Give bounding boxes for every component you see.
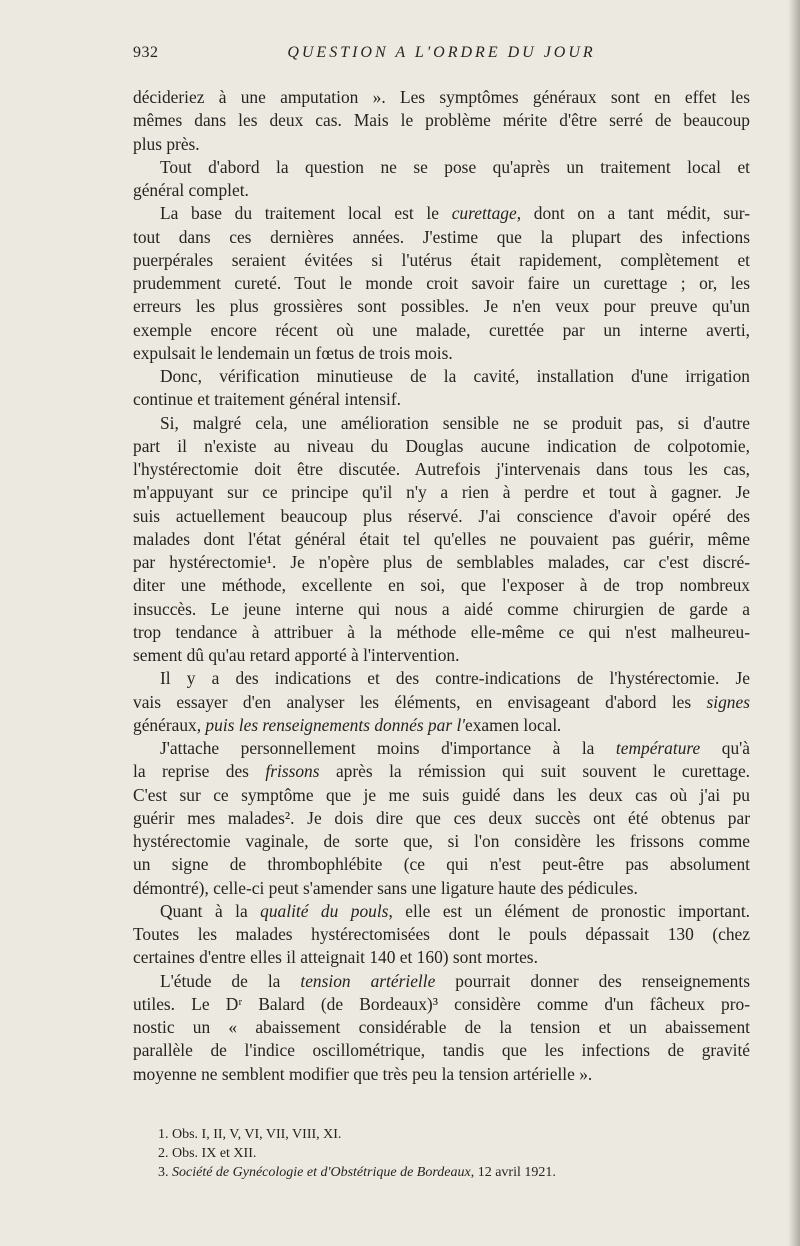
- text-line: continue et traitement général intensif.: [133, 389, 402, 410]
- text-line: la reprise des frissons après la rémission qui suit souvent le curettage.: [133, 761, 751, 782]
- text-line: moyenne ne semblent modifier que très peu la tension artérielle ».: [133, 1063, 593, 1084]
- text-line: Si, malgré cela, une amélioration sensible ne se produit pas, si d'autre: [160, 412, 750, 433]
- text-line: plus près.: [133, 133, 200, 154]
- text-line: trop tendance à attribuer à la méthode elle-même ce qui n'est malheureu-: [133, 621, 750, 642]
- text-line: La base du traitement local est le curettage, dont on a tant médit, sur-: [160, 203, 751, 224]
- text-line: un signe de thrombophlébite (ce qui n'est peut-être pas absolument: [133, 854, 750, 875]
- text-line: démontré), celle-ci peut s'amender sans une ligature haute des pédicules.: [133, 877, 638, 898]
- italic-term: .: [557, 714, 562, 735]
- text-line: insuccès. Le jeune interne qui nous a aidé comme chirurgien de garde a: [133, 598, 750, 619]
- text-line: généraux, puis les renseignements donnés par l'examen local.: [133, 714, 562, 735]
- text-line: l'hystérectomie doit être discutée. Autrefois j'intervenais dans tous les cas,: [133, 459, 750, 479]
- text-line: guérir mes malades². Je dois dire que ces deux succès ont été obtenus par: [133, 807, 750, 828]
- italic-term: Société de Gynécologie et d'Obstétrique de Bordeaux: [172, 1165, 471, 1180]
- text-line: sement dû qu'au retard apporté à l'intervention.: [133, 645, 460, 665]
- text-line: exemple encore récent où une malade, curettée par un interne averti,: [133, 319, 750, 340]
- page-header: [133, 44, 750, 68]
- text-line: Toutes les malades hystérectomisées dont le pouls dépassait 130 (chez: [133, 924, 750, 944]
- text-line: mêmes dans les deux cas. Mais le problème mérite d'être serré de beaucoup: [133, 110, 750, 131]
- text-line: suis actuellement beaucoup plus réservé. J'ai conscience d'avoir opéré des: [133, 505, 750, 526]
- text-line: tout dans ces dernières années. J'estime que la plupart des infections: [133, 226, 750, 247]
- text-line: hystérectomie vaginale, de sorte que, si l'on considère les frissons comme: [133, 831, 750, 851]
- text-line: malades dont l'état général était tel qu'elles ne pouvaient pas guérir, même: [133, 528, 750, 549]
- text-line: Il y a des indications et des contre-indications de l'hystérectomie. Je: [160, 668, 750, 689]
- text-line: part il n'existe au niveau du Douglas aucune indication de colpotomie,: [133, 435, 750, 456]
- footnote-3: 3. Société de Gynécologie et d'Obstétrique de Bordeaux, 12 avril 1921.: [158, 1165, 556, 1180]
- text-line: parallèle de l'indice oscillométrique, tandis que les infections de gravité: [133, 1040, 750, 1061]
- text-line: C'est sur ce symptôme que je me suis guidé dans les deux cas où j'ai pu: [133, 784, 750, 805]
- text-line: erreurs les plus grossières sont possibles. Je n'en veux pour preuve qu'un: [133, 296, 750, 317]
- text-line: puerpérales seraient évitées si l'utérus était rapidement, complètement et: [133, 249, 750, 270]
- text-line: prudemment cureté. Tout le monde croit savoir faire un curettage ; or, les: [133, 273, 750, 293]
- text-line: utiles. Le Dʳ Balard (de Bordeaux)³ considère comme d'un fâcheux pro-: [133, 993, 750, 1014]
- text-line: m'appuyant sur ce principe qu'il n'y a rien à perdre et tout à gagner. Je: [133, 482, 750, 503]
- text-line: certaines d'entre elles il atteignait 140 et 160) sont mortes.: [133, 947, 538, 968]
- italic-term: tension artérielle: [300, 970, 436, 991]
- running-title: QUESTION A L'ORDRE DU JOUR: [287, 44, 596, 61]
- text-line: par hystérectomie¹. Je n'opère plus de semblables malades, car c'est discré-: [133, 552, 750, 572]
- text-line: diter une méthode, excellente en soi, que l'exposer à de trop nombreux: [133, 575, 750, 596]
- text-line: Tout d'abord la question ne se pose qu'après un traitement local et: [160, 156, 750, 177]
- text-line: Quant à la qualité du pouls, elle est un élément de pronostic important.: [160, 900, 750, 921]
- text-line: décideriez à une amputation ». Les symptômes généraux sont en effet les: [133, 87, 750, 107]
- italic-term: qualité du pouls: [260, 900, 389, 921]
- footnote-1: 1. Obs. I, II, V, VI, VII, VIII, XI.: [158, 1127, 342, 1142]
- italic-term: signes: [706, 691, 750, 712]
- italic-term: , puis les renseignements donnés par l': [196, 714, 465, 735]
- italic-term: température: [615, 738, 701, 758]
- italic-term: curettage: [451, 203, 517, 224]
- footnotes: [158, 1125, 750, 1182]
- text-line: J'attache personnellement moins d'importance à la température qu'à: [160, 738, 750, 758]
- body-text: [133, 86, 750, 1086]
- text-line: général complet.: [133, 180, 249, 200]
- text-line: L'étude de la tension artérielle pourrait donner des renseignements: [160, 970, 750, 991]
- text-line: nostic un « abaissement considérable de la tension et un abaissement: [133, 1017, 750, 1037]
- page-edge-shadow: [788, 0, 800, 1246]
- page-number: 932: [133, 44, 159, 61]
- text-line: Donc, vérification minutieuse de la cavité, installation d'une irrigation: [160, 366, 750, 386]
- text-line: expulsait le lendemain un fœtus de trois mois.: [133, 342, 453, 363]
- footnote-2: 2. Obs. IX et XII.: [158, 1146, 257, 1161]
- italic-term: frissons: [265, 761, 320, 782]
- text-line: vais essayer d'en analyser les éléments, en envisageant d'abord les signes: [133, 691, 750, 712]
